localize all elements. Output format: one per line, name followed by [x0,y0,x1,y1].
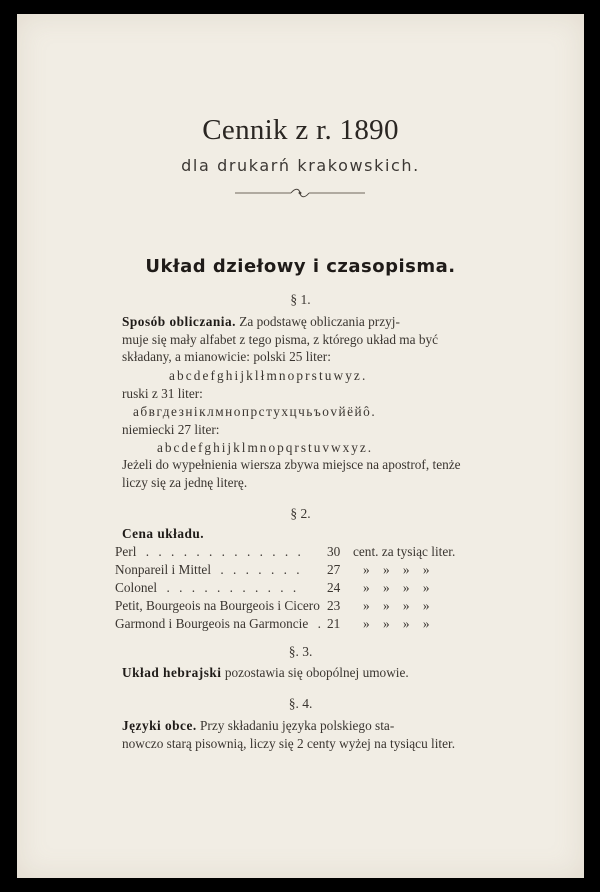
section-2-heading: Cena układu. [122,526,205,541]
section-3-number: §. 3. [288,644,313,659]
document-page [17,14,584,878]
alphabet-russian: абвгдезнiклмнопрстухцчьъоvйёйô. [133,404,377,419]
page-title: Cennik z r. 1890 [202,114,399,146]
price-row [115,544,304,560]
section-1-line-1 [122,314,400,330]
price-row [115,598,320,614]
price-row-unit: » » » » [363,580,430,595]
price-row-dots: . . . . . . . . . . . . . [145,544,304,559]
alphabet-german: abcdefghijklmnopqrstuvwxyz. [157,440,374,455]
price-row-unit: » » » » [363,598,430,613]
section-2-number: § 2. [290,506,311,521]
price-row-unit: » » » » [363,616,430,631]
ornament-divider-icon [235,186,365,200]
price-row-value: 30 [327,544,341,559]
alphabet-polish: abcdefghijklłmnoprstuwyz. [169,368,368,383]
price-row [115,616,321,632]
section-1-text-1: Za podstawę obliczania przyj- [239,314,400,329]
price-row-unit: » » » » [363,562,430,577]
price-row-value: 27 [327,562,341,577]
section-3-text: pozostawia się obopólnej umowie. [224,665,409,680]
price-row-unit: cent. za tysiąc liter. [353,544,456,559]
price-row-value: 23 [327,598,341,613]
apostrophe-line-2: liczy się za jednę literę. [122,475,248,490]
section-4-bold-title: Języki obce. [122,718,197,733]
section-heading: Układ dziełowy i czasopisma. [145,256,456,277]
section-1-bold-title: Sposób obliczania. [122,314,236,329]
price-row-dots: . . . . . . . [220,562,303,577]
apostrophe-line-1: Jeżeli do wypełnienia wiersza zbywa miejsce na apostrof, tenże [122,457,461,472]
price-row-name: Nonpareil i Mittel [115,562,212,577]
page-subtitle: dla drukarń krakowskich. [181,156,420,175]
section-4-number: §. 4. [288,696,313,711]
price-row [115,580,299,596]
price-row-value: 21 [327,616,341,631]
section-1-line-2: muje się mały alfabet z tego pisma, z którego układ ma być [122,332,439,347]
price-row-dots: . . . . . . . . . . . [166,580,300,595]
price-row-name: Garmond i Bourgeois na Garmoncie [115,616,309,631]
price-row [115,562,303,578]
price-row-name: Perl [115,544,137,559]
section-4-line-1 [122,718,394,734]
german-label: niemiecki 27 liter: [122,422,220,437]
price-row-name: Petit, Bourgeois na Bourgeois i Cicero [115,598,320,613]
section-3-line [122,665,409,681]
section-1-line-3: składany, a mianowicie: polski 25 liter: [122,349,331,364]
section-3-bold-title: Układ hebrajski [122,665,222,680]
section-4-text-1: Przy składaniu języka polskiego sta- [200,718,395,733]
price-row-name: Colonel [115,580,158,595]
russian-label: ruski z 31 liter: [122,386,203,401]
section-1-number: § 1. [290,292,311,307]
price-row-value: 24 [327,580,341,595]
section-4-line-2: nowczo starą pisownią, liczy się 2 centy wyżej na tysiącu liter. [122,736,456,751]
price-row-dots: . [317,616,321,631]
